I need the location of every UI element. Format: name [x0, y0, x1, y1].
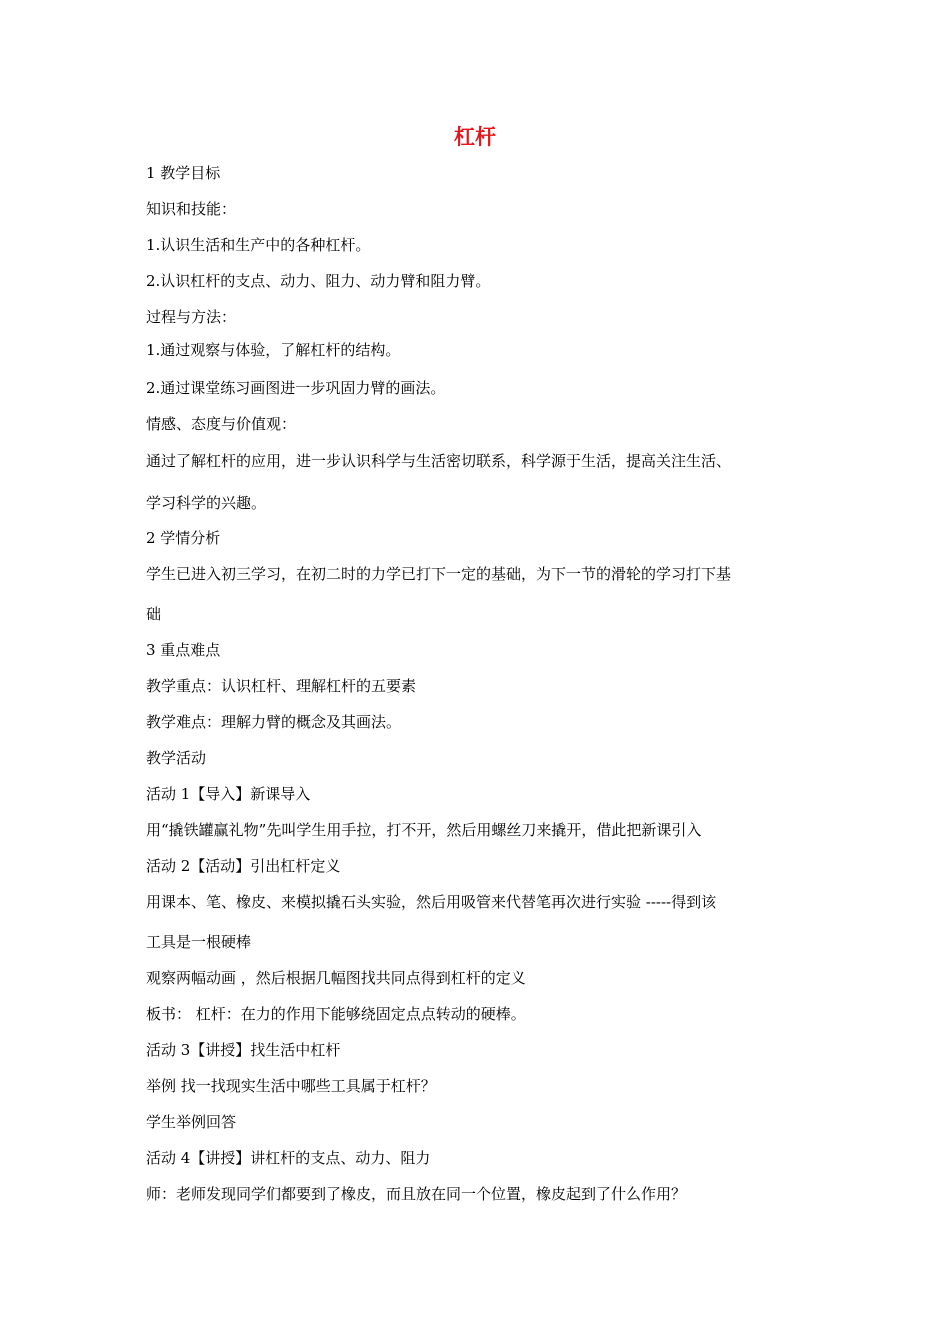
- activity-heading: 活动 1【导入】新课导入: [146, 785, 311, 803]
- paragraph-line: 通过了解杠杆的应用，进一步认识科学与生活密切联系，科学源于生活，提高关注生活、: [146, 452, 732, 470]
- paragraph-line: 用“撬铁罐赢礼物”先叫学生用手拉，打不开，然后用螺丝刀来撬开，借此把新课引入: [146, 821, 702, 839]
- paragraph-line: 用课本、笔、橡皮、来模拟撬石头实验，然后用吸管来代替笔再次进行实验 -----得到该: [146, 893, 717, 911]
- paragraph-line: 学生已进入初三学习，在初二时的力学已打下一定的基础，为下一节的滑轮的学习打下基: [146, 565, 732, 583]
- paragraph-line: 础: [146, 605, 162, 623]
- subheading-activities: 教学活动: [146, 749, 207, 767]
- section-heading-analysis: 2 学情分析: [146, 529, 221, 547]
- paragraph-line: 2.认识杠杆的支点、动力、阻力、动力臂和阻力臂。: [146, 272, 491, 290]
- paragraph-line: 观察两幅动画 ，然后根据几幅图找共同点得到杠杆的定义: [146, 969, 526, 987]
- paragraph-line: 师：老师发现同学们都要到了橡皮，而且放在同一个位置，橡皮起到了什么作用？: [146, 1185, 687, 1203]
- paragraph-line: 板书： 杠杆：在力的作用下能够绕固定点点转动的硬棒。: [146, 1005, 526, 1023]
- subheading-emotion: 情感、态度与价值观：: [146, 415, 297, 433]
- activity-heading: 活动 4【讲授】讲杠杆的支点、动力、阻力: [146, 1149, 431, 1167]
- paragraph-line: 学生举例回答: [146, 1113, 237, 1131]
- activity-heading: 活动 2【活动】引出杠杆定义: [146, 857, 341, 875]
- paragraph-line: 学习科学的兴趣。: [146, 494, 267, 512]
- paragraph-line: 2.通过课堂练习画图进一步巩固力臂的画法。: [146, 379, 446, 397]
- subheading-process: 过程与方法：: [146, 308, 237, 326]
- section-heading-keypoints: 3 重点难点: [146, 641, 221, 659]
- paragraph-line: 教学重点：认识杠杆、理解杠杆的五要素: [146, 677, 417, 695]
- paragraph-line: 举例 找一找现实生活中哪些工具属于杠杆？: [146, 1077, 436, 1095]
- activity-heading: 活动 3【讲授】找生活中杠杆: [146, 1041, 341, 1059]
- document-title: 杠杆: [454, 124, 496, 149]
- paragraph-line: 1.通过观察与体验，了解杠杆的结构。: [146, 341, 401, 359]
- paragraph-line: 教学难点：理解力臂的概念及其画法。: [146, 713, 402, 731]
- subheading-knowledge: 知识和技能：: [146, 200, 237, 218]
- paragraph-line: 1.认识生活和生产中的各种杠杆。: [146, 236, 371, 254]
- section-heading-goals: 1 教学目标: [146, 164, 221, 182]
- paragraph-line: 工具是一根硬棒: [146, 933, 252, 951]
